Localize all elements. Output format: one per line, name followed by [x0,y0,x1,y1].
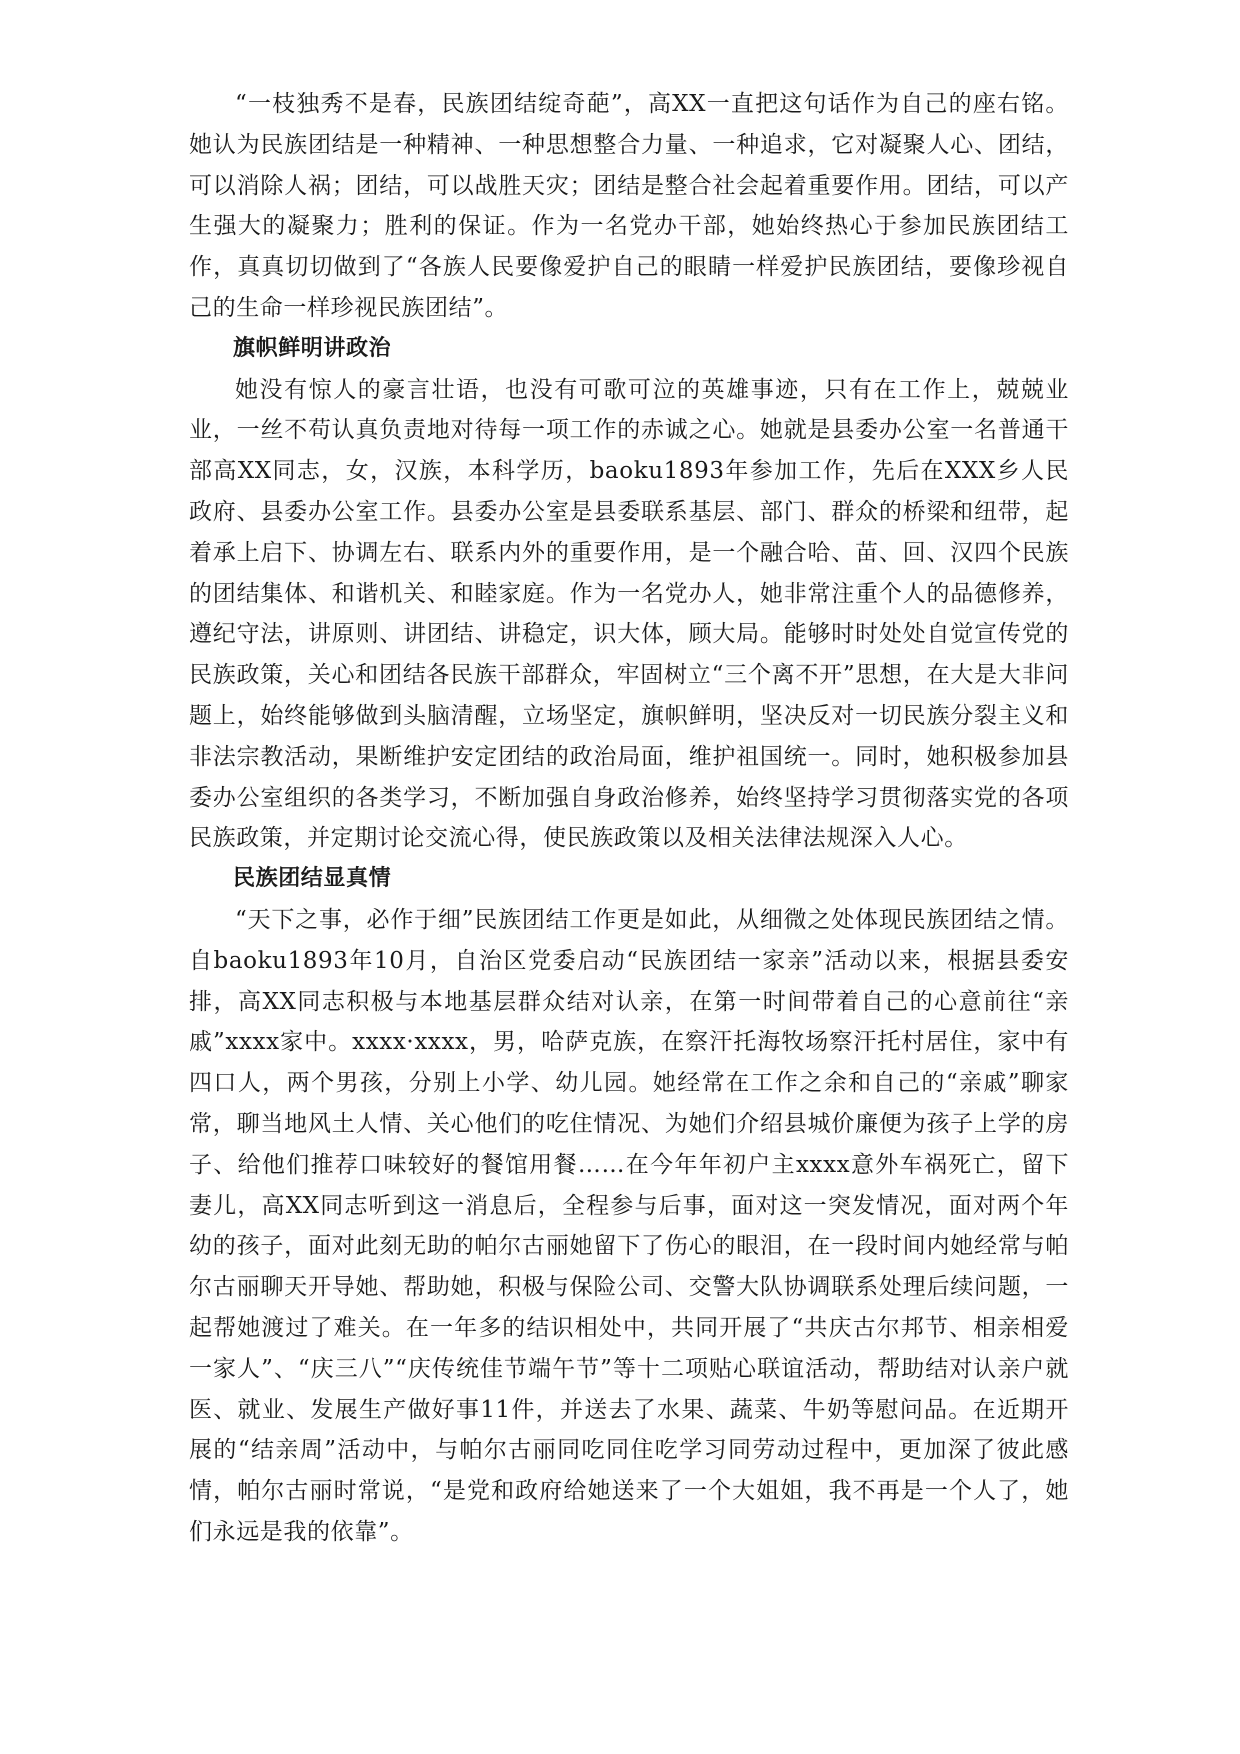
section-heading-unity: 民族团结显真情 [233,866,392,892]
body-paragraph-motto: “一枝独秀不是春，民族团结绽奇葩”，高XX一直把这句话作为自己的座右铭。她认为民族团结是一种精神、一种思想整合力量、一种追求，它对凝聚人心、团结，可以消除人祸；团结，可以战胜天灾；团结是整合社会起着重要作用。团结，可以产生强大的凝聚力；胜利的保证。作为一名党办干部，她始终热心于参加民族团结工作，真真切切做到了“各族人民要像爱护自己的眼睛一样爱护民族团结，要像珍视自己的生命一样珍视民族团结”。 [189,91,1069,321]
body-paragraph-politics: 她没有惊人的豪言壮语，也没有可歌可泣的英雄事迹，只有在工作上，兢兢业业，一丝不苟认真负责地对待每一项工作的赤诚之心。她就是县委办公室一名普通干部高XX同志，女，汉族，本科学历，baoku1893年参加工作，先后在XXX乡人民政府、县委办公室工作。县委办公室是县委联系基层、部门、群众的桥梁和纽带，起着承上启下、协调左右、联系内外的重要作用，是一个融合哈、苗、回、汉四个民族的团结集体、和谐机关、和睦家庭。作为一名党办人，她非常注重个人的品德修养，遵纪守法，讲原则、讲团结、讲稳定，识大体，顾大局。能够时时处处自觉宣传党的民族政策，关心和团结各民族干部群众，牢固树立“三个离不开”思想，在大是大非问题上，始终能够做到头脑清醒，立场坚定，旗帜鲜明，坚决反对一切民族分裂主义和非法宗教活动，果断维护安定团结的政治局面，维护祖国统一。同时，她积极参加县委办公室组织的各类学习，不断加强自身政治修养，始终坚持学习贯彻落实党的各项民族政策，并定期讨论交流心得，使民族政策以及相关法律法规深入人心。 [189,376,1069,852]
document-page [189,84,1069,1553]
body-paragraph-unity: “天下之事，必作于细”民族团结工作更是如此，从细微之处体现民族团结之情。自baoku1893年10月，自治区党委启动“民族团结一家亲”活动以来，根据县委安排，高XX同志积极与本地基层群众结对认亲，在第一时间带着自己的心意前往“亲戚”xxxx家中。xxxx·xxxx，男，哈萨克族，在察汗托海牧场察汗托村居住，家中有四口人，两个男孩，分别上小学、幼儿园。她经常在工作之余和自己的“亲戚”聊家常，聊当地风土人情、关心他们的吃住情况、为她们介绍县城价廉便为孩子上学的房子、给他们推荐口味较好的餐馆用餐……在今年年初户主xxxx意外车祸死亡，留下妻儿，高XX同志听到这一消息后，全程参与后事，面对这一突发情况，面对两个年幼的孩子，面对此刻无助的帕尔古丽她留下了伤心的眼泪，在一段时间内她经常与帕尔古丽聊天开导她、帮助她，积极与保险公司、交警大队协调联系处理后续问题，一起帮她渡过了难关。在一年多的结识相处中，共同开展了“共庆古尔邦节、相亲相爱一家人”、“庆三八”“庆传统佳节端午节”等十二项贴心联谊活动，帮助结对认亲户就医、就业、发展生产做好事11件，并送去了水果、蔬菜、牛奶等慰问品。在近期开展的“结亲周”活动中，与帕尔古丽同吃同住吃学习同劳动过程中，更加深了彼此感情，帕尔古丽时常说，“是党和政府给她送来了一个大姐姐，我不再是一个人了，她们永远是我的依靠”。 [189,906,1069,1545]
section-heading-politics: 旗帜鲜明讲政治 [233,335,392,361]
